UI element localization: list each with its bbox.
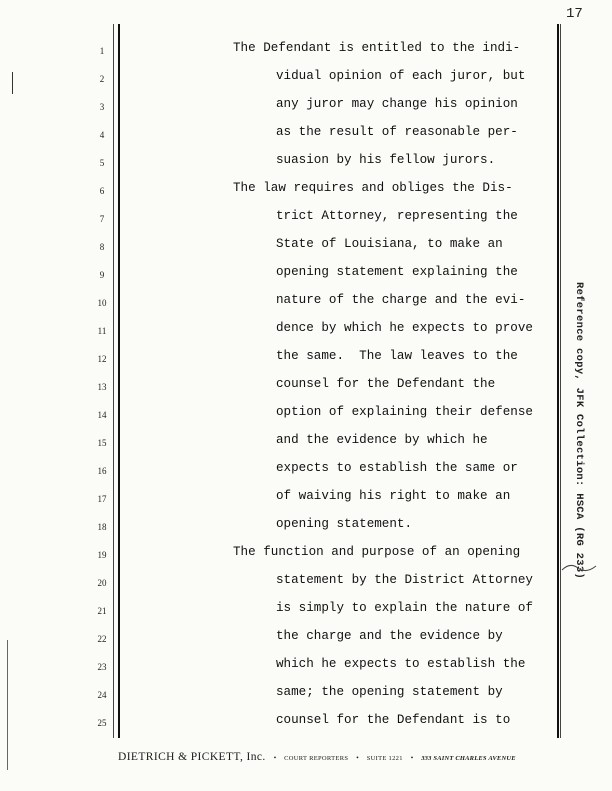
line-number: 15	[97, 438, 107, 448]
footer-address: 333 SAINT CHARLES AVENUE	[421, 755, 516, 762]
line-number: 16	[97, 466, 107, 476]
archive-stamp: Reference copy, JFK Collection: HSCA (RG 233)	[573, 282, 585, 580]
footer-service: COURT REPORTERS	[284, 755, 349, 762]
transcript-line: trict Attorney, representing the	[276, 209, 518, 223]
transcript-line: same; the opening statement by	[276, 685, 503, 699]
transcript-line: vidual opinion of each juror, but	[276, 69, 526, 83]
line-number: 14	[97, 410, 107, 420]
line-number: 22	[97, 634, 107, 644]
line-number: 13	[97, 382, 107, 392]
line-number: 5	[99, 158, 105, 168]
line-number: 12	[97, 354, 107, 364]
transcript-line: The function and purpose of an opening	[233, 545, 521, 559]
transcript-line: State of Louisiana, to make an	[276, 237, 503, 251]
margin-mark	[12, 72, 21, 94]
transcript-line: as the result of reasonable per-	[276, 125, 518, 139]
line-number: 19	[97, 550, 107, 560]
transcript-line: counsel for the Defendant the	[276, 377, 496, 391]
transcript-line: nature of the charge and the evi-	[276, 293, 526, 307]
footer-separator: •	[273, 754, 277, 762]
transcript-line: statement by the District Attorney	[276, 573, 533, 587]
line-number: 7	[99, 214, 105, 224]
transcript-line: is simply to explain the nature of	[276, 601, 533, 615]
line-number: 9	[99, 270, 105, 280]
frame-right-thin-rule	[560, 24, 561, 738]
transcript-line: counsel for the Defendant is to	[276, 713, 511, 727]
line-number: 3	[99, 102, 105, 112]
line-number: 2	[99, 74, 105, 84]
margin-rule	[7, 640, 8, 770]
transcript-line: opening statement explaining the	[276, 265, 518, 279]
transcript-line: option of explaining their defense	[276, 405, 533, 419]
line-number: 1	[99, 46, 105, 56]
margin-scribble	[560, 560, 600, 574]
line-number: 4	[99, 130, 105, 140]
footer-firm: DIETRICH & PICKETT, Inc.	[118, 751, 266, 763]
line-number: 11	[97, 326, 107, 336]
line-number: 10	[97, 298, 107, 308]
page-number: 17	[566, 6, 583, 22]
transcript-line: expects to establish the same or	[276, 461, 518, 475]
transcript-line: and the evidence by which he	[276, 433, 488, 447]
line-number: 8	[99, 242, 105, 252]
transcript-line: the charge and the evidence by	[276, 629, 503, 643]
line-number: 25	[97, 718, 107, 728]
line-number: 6	[99, 186, 105, 196]
transcript-line: of waiving his right to make an	[276, 489, 511, 503]
transcript-line: which he expects to establish the	[276, 657, 526, 671]
line-number: 21	[97, 606, 107, 616]
footer-separator: •	[410, 754, 414, 762]
line-number: 18	[97, 522, 107, 532]
line-number: 17	[97, 494, 107, 504]
line-number: 20	[97, 578, 107, 588]
transcript-line: The law requires and obliges the Dis-	[233, 181, 513, 195]
transcript-line: opening statement.	[276, 517, 413, 531]
transcript-line: any juror may change his opinion	[276, 97, 518, 111]
line-number: 24	[97, 690, 107, 700]
transcript-line: suasion by his fellow jurors.	[276, 153, 496, 167]
line-number: 23	[97, 662, 107, 672]
transcript-line: the same. The law leaves to the	[276, 349, 518, 363]
footer-separator: •	[356, 754, 359, 762]
transcript-line: The Defendant is entitled to the indi-	[233, 41, 521, 55]
footer	[118, 747, 558, 765]
frame-left-thin-rule	[113, 24, 114, 738]
footer-suite: SUITE 1221	[366, 755, 403, 762]
transcript-line: dence by which he expects to prove	[276, 321, 533, 335]
